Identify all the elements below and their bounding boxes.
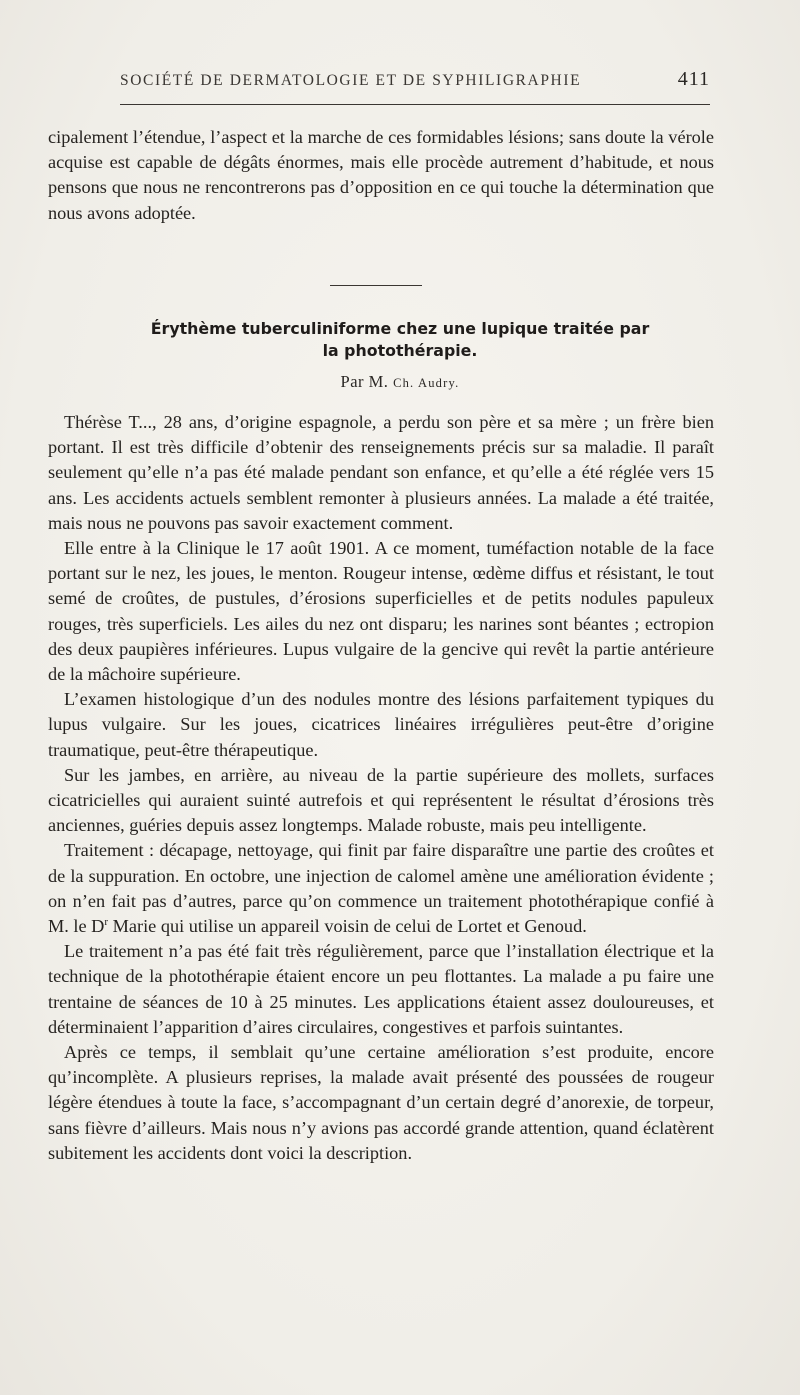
treatment-text: Traitement : décapage, nettoyage, qui finit par faire disparaître une partie des croûtes et de la suppuration. En octobre, une injection de calomel amène une amélioration évidente ; on n’en fait pas d’autres, parce qu’on commence un traitement photothérapique confié à M. le D: [48, 840, 714, 937]
byline-author: Ch. Audry.: [393, 376, 460, 390]
page-number: 411: [677, 68, 710, 90]
paragraph-history: Thérèse T..., 28 ans, d’origine espagnole, a perdu son père et sa mère ; un frère bien portant. Il est très difficile d’obtenir des renseignements précis sur sa maladie. Il paraît seulement qu’elle n’a pas été malade pendant son enfance, et qu’elle a été réglée vers 15 ans. Les accidents actuels semblent remonter à plusieurs années. La malade a été traitée, mais nous ne pouvons pas savoir exactement comment.: [48, 412, 714, 533]
article-body: [48, 410, 714, 1166]
running-header: [120, 68, 710, 98]
article-title-line-2: la photothérapie.: [322, 341, 478, 360]
running-title: SOCIÉTÉ DE DERMATOLOGIE ET DE SYPHILIGRAPHIE: [120, 72, 582, 89]
byline: [0, 372, 800, 392]
article-title-line-1: Érythème tuberculiniforme chez une lupique traitée par: [150, 319, 650, 338]
continuation-paragraph: cipalement l’étendue, l’aspect et la marche de ces formidables lésions; sans doute la vérole acquise est capable de dégâts énormes, mais elle procède autrement d’habitude, et nous pensons que nous ne rencontrerons pas d’opposition en ce qui touche la détermination que nous avons adoptée.: [48, 127, 714, 223]
paragraph-legs: Sur les jambes, en arrière, au niveau de la partie supérieure des mollets, surfaces cicatricielles qui auraient suinté autrefois et qui représentent le résultat d’érosions très anciennes, guéries depuis assez longtemps. Malade robuste, mais peu intelligente.: [48, 764, 714, 836]
continuation-block: [48, 125, 714, 226]
section-separator: [330, 285, 422, 286]
byline-prefix: Par M.: [340, 372, 394, 391]
header-rule: [120, 104, 710, 105]
paragraph-treatment: [48, 838, 714, 939]
paragraph-phototherapy: Le traitement n’a pas été fait très régulièrement, parce que l’installation électrique et la technique de la photothérapie étaient encore un peu flottantes. La malade a pu faire une trentaine de séances de 10 à 25 minutes. Les applications étaient assez douloureuses, et déterminaient l’apparition d’aires circulaires, congestives et parfois suintantes.: [48, 941, 714, 1037]
treatment-superscript: r: [104, 915, 109, 928]
paragraph-histology: L’examen histologique d’un des nodules montre des lésions parfaitement typiques du lupus vulgaire. Sur les joues, cicatrices linéaires irrégulières peut-être d’origine traumatique, peut-être thérapeutique.: [48, 689, 714, 760]
treatment-text-end: Marie qui utilise un appareil voisin de celui de Lortet et Genoud.: [108, 916, 587, 937]
article-title: [60, 318, 740, 362]
paragraph-outcome: Après ce temps, il semblait qu’une certaine amélioration s’est produite, encore qu’incomplète. A plusieurs reprises, la malade avait présenté des poussées de rougeur légère étendues à toute la face, s’accompagnant d’un certain degré d’anorexie, de torpeur, sans fièvre d’ailleurs. Mais nous n’y avions pas accordé grande attention, quand éclatèrent subitement les accidents dont voici la description.: [48, 1042, 714, 1163]
paragraph-admission: Elle entre à la Clinique le 17 août 1901. A ce moment, tuméfaction notable de la face portant sur le nez, les joues, le menton. Rougeur intense, œdème diffus et résistant, le tout semé de croûtes, de pustules, d’érosions superficielles et de petits nodules papuleux rouges, très superficiels. Les ailes du nez ont disparu; les narines sont béantes ; ectropion des deux paupières inférieures. Lupus vulgaire de la gencive qui revêt la partie antérieure de la mâchoire supérieure.: [48, 538, 714, 685]
